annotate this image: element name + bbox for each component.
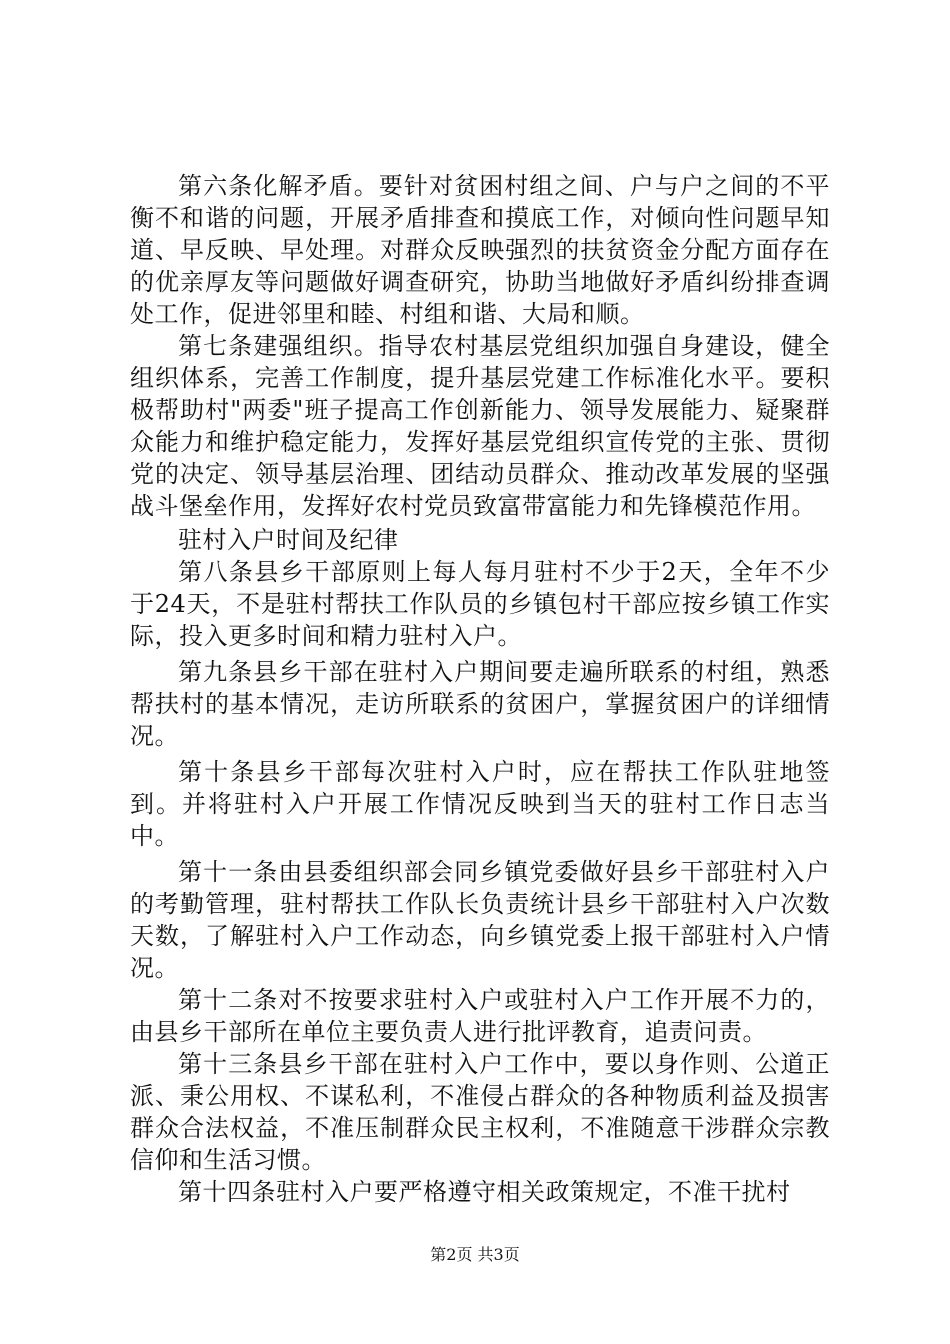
article-8-paragraph: 第八条县乡干部原则上每人每月驻村不少于2天，全年不少于24天，不是驻村帮扶工作队员的乡镇包村干部应按乡镇工作实际，投入更多时间和精力驻村入户。	[130, 558, 830, 650]
article-10-paragraph: 第十条县乡干部每次驻村入户时，应在帮扶工作队驻地签到。并将驻村入户开展工作情况反映到当天的驻村工作日志当中。	[130, 758, 830, 850]
page-footer	[0, 1245, 950, 1265]
page-number-label: 第2页 共3页	[430, 1245, 520, 1264]
article-11-paragraph: 第十一条由县委组织部会同乡镇党委做好县乡干部驻村入户的考勤管理，驻村帮扶工作队长负责统计县乡干部驻村入户次数天数，了解驻村入户工作动态，向乡镇党委上报干部驻村入户情况。	[130, 858, 830, 982]
document-body	[130, 170, 830, 1208]
article-14-paragraph: 第十四条驻村入户要严格遵守相关政策规定，不准干扰村	[178, 1178, 791, 1206]
article-7-paragraph: 第七条建强组织。指导农村基层党组织加强自身建设，健全组织体系，完善工作制度，提升基层党建工作标准化水平。要积极帮助村"两委"班子提高工作创新能力、领导发展能力、疑聚群众能力和维护稳定能力，发挥好基层党组织宣传党的主张、贯彻党的决定、领导基层治理、团结动员群众、推动改革发展的坚强战斗堡垒作用，发挥好农村党员致富带富能力和先锋模范作用。	[130, 332, 830, 520]
article-6-paragraph: 第六条化解矛盾。要针对贫困村组之间、户与户之间的不平衡不和谐的问题，开展矛盾排查和摸底工作，对倾向性问题早知道、早反映、早处理。对群众反映强烈的扶贫资金分配方面存在的优亲厚友等问题做好调查研究，协助当地做好矛盾纠纷排查调处工作，促进邻里和睦、村组和谐、大局和顺。	[130, 172, 830, 328]
article-9-paragraph: 第九条县乡干部在驻村入户期间要走遍所联系的村组，熟悉帮扶村的基本情况，走访所联系的贫困户，掌握贫困户的详细情况。	[130, 658, 830, 750]
article-13-paragraph: 第十三条县乡干部在驻村入户工作中，要以身作则、公道正派、秉公用权、不谋私利，不准侵占群众的各种物质利益及损害群众合法权益，不准压制群众民主权利，不准随意干涉群众宗教信仰和生活习惯。	[130, 1050, 830, 1174]
article-12-paragraph: 第十二条对不按要求驻村入户或驻村入户工作开展不力的，由县乡干部所在单位主要负责人进行批评教育，追责问责。	[130, 986, 830, 1046]
section-heading: 驻村入户时间及纪律	[178, 526, 399, 554]
